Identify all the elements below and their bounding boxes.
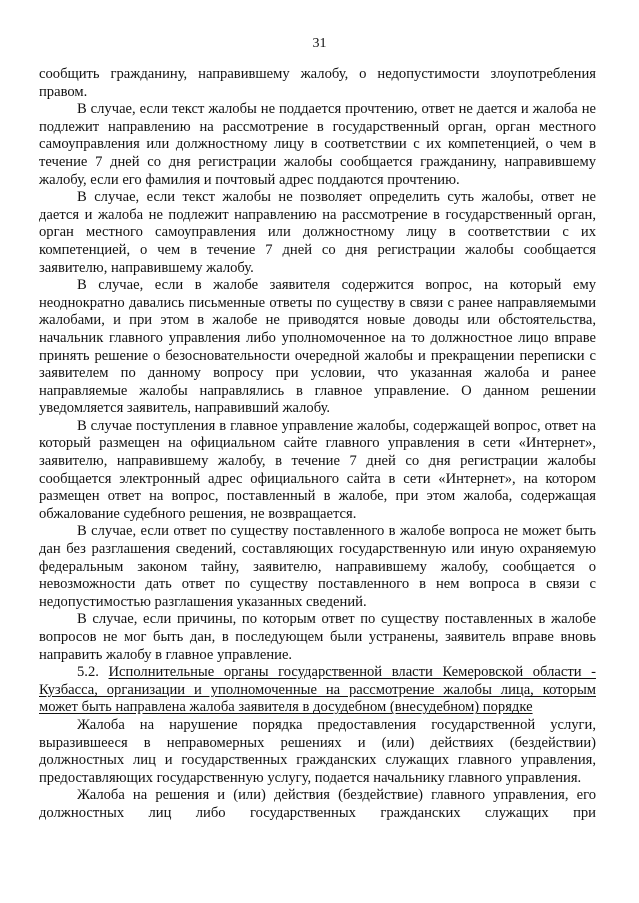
page-number: 31 [312, 36, 327, 51]
paragraph-undefined-essence: В случае, если текст жалобы не позволяет определить суть жалобы, ответ не дается и жалоба не подлежит направлению на рассмотрение в государственный орган, орган местного самоуправления или должностному лицу в соответствии с их компетенцией, о чем в течение 7 дней со дня регистрации жалобы сообщается заявителю, направившему жалобу. [39, 189, 596, 276]
page-content [39, 66, 596, 823]
paragraph-complaint-on-decisions: Жалоба на решения и (или) действия (бездействие) главного управления, его должностных лиц либо государственных гражданских служащих при [39, 787, 596, 821]
section-number: 5.2. [77, 664, 99, 681]
paragraph-repeated-question: В случае, если в жалобе заявителя содержится вопрос, на который ему неоднократно давались письменные ответы по существу в связи с ранее направляемыми жалобами, и при этом в жалобе не приводятся новые доводы или обстоятельства, начальник главного управления либо уполномоченное на то должностное лицо вправе принять решение о безосновательности очередной жалобы и прекращении переписки с заявителем по данному вопросу при условии, что указанная жалоба и ранее направляемые жалобы направлялись в главное управление. О данном решении уведомляется заявитель, направивший жалобу. [39, 277, 596, 417]
paragraph-complaint-to-head: Жалоба на нарушение порядка предоставления государственной услуги, выразившееся в неправомерных решениях и (или) действиях (бездействии) должностных лиц и государственных гражданских служащих главного управления, предоставляющих государственную услугу, подается начальнику главного управления. [39, 716, 596, 786]
paragraph-reasons-eliminated: В случае, если причины, по которым ответ по существу поставленных в жалобе вопросов не мог быть дан, в последующем были устранены, заявитель вправе вновь направить жалобу в главное управление. [39, 611, 596, 663]
paragraph-unreadable-complaint: В случае, если текст жалобы не поддается прочтению, ответ не дается и жалоба не подлежит направлению на рассмотрение в государственный орган, орган местного самоуправления или должностному лицу в соответствии с их компетенцией, о чем в течение 7 дней со дня регистрации жалобы сообщается гражданину, направившему жалобу, если его фамилия и почтовый адрес поддаются прочтению. [39, 101, 596, 188]
section-heading [39, 664, 596, 717]
paragraph-answer-on-website: В случае поступления в главное управление жалобы, содержащей вопрос, ответ на который размещен на официальном сайте главного управления в сети «Интернет», заявителю, направившему жалобу, в течение 7 дней со дня регистрации жалобы сообщается электронный адрес официального сайта в сети «Интернет», на котором размещен ответ на вопрос, поставленный в жалобе, при этом жалоба, содержащая обжалование судебного решения, не возвращается. [39, 417, 596, 522]
paragraph-secret-information: В случае, если ответ по существу поставленного в жалобе вопроса не может быть дан без разглашения сведений, составляющих государственную или иную охраняемую федеральным законом тайну, заявителю, направившему жалобу, сообщается о невозможности дать ответ по существу поставленного в нем вопроса в связи с недопустимостью разглашения указанных сведений. [39, 523, 596, 610]
paragraph-continuation: сообщить гражданину, направившему жалобу, о недопустимости злоупотребления правом. [39, 66, 596, 100]
section-title: Исполнительные органы государственной власти Кемеровской области - Кузбасса, организации и уполномоченные на рассмотрение жалобы лица, которым может быть направлена жалоба заявителя в досудебном (внесудебном) порядке [39, 664, 596, 716]
